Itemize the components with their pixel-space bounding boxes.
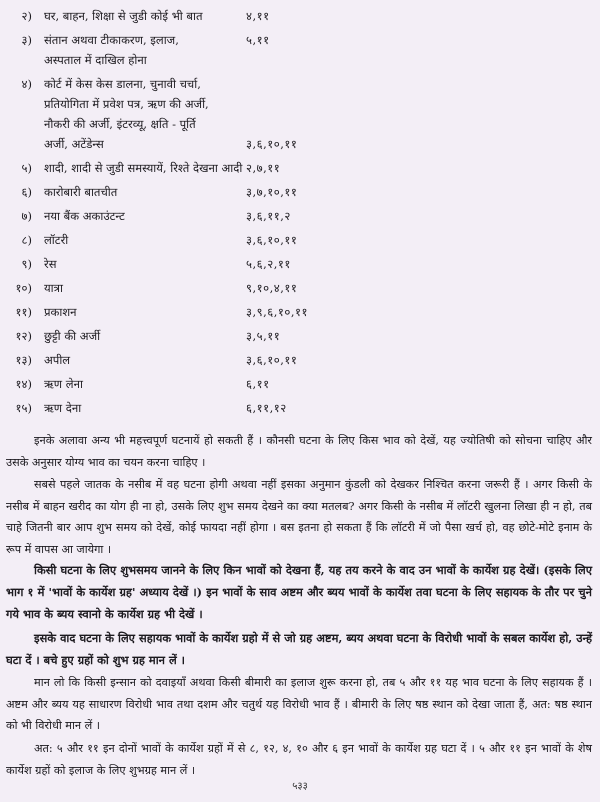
item-label-continued: प्रतियोगिता में प्रवेश पत्र, ऋण की अर्जी, [44, 97, 209, 111]
item-label-continued: अर्जी, अटेंडेन्स [44, 137, 104, 151]
paragraph-subtract-planets [6, 627, 592, 671]
item-houses: २,७,११ [246, 161, 281, 175]
item-houses: ५,११ [246, 33, 270, 47]
item-label: शादी, शादी से जुडी समस्यायें, रिश्ते देखना आदी [44, 161, 243, 175]
item-label: कारोबारी बातचीत [44, 185, 118, 199]
paragraph-text: मान लो कि किसी इन्सान को दवाइयाँ अथवा किसी बीमारी का इलाज शुरू करना हो, तब ५ और ११ यह भाव घटना के लिए सहायक हैं । अष्टम और ब्यय यह साधारण विरोधी भाव तथा दशम और चतुर्थ यह विरोधी भाव हैं । बीमारी के लिए षष्ठ स्थान को देखा जाता हैं, अत: षष्ठ स्थान को भी विरोधी मान लें । [6, 676, 592, 732]
item-number: ७) [21, 209, 32, 223]
item-number: ८) [21, 233, 32, 247]
list-item [0, 398, 600, 418]
item-number: १३) [15, 353, 32, 367]
list-item [0, 278, 600, 298]
item-houses: ३,९,६,१०,११ [246, 305, 308, 319]
list-item-continuation [0, 114, 600, 134]
list-item [0, 326, 600, 346]
list-item [0, 158, 600, 178]
item-label: कोर्ट में केस केस डालना, चुनावी चर्चा, [44, 77, 201, 91]
item-label-continued: अस्पताल में दाखिल होना [44, 53, 147, 67]
list-item [0, 6, 600, 26]
event-house-list [0, 6, 600, 418]
item-label: ऋण देना [44, 401, 82, 415]
list-item [0, 350, 600, 370]
item-number: १४) [15, 377, 32, 391]
paragraph-example-conclusion [6, 738, 592, 781]
item-houses: ३,६,११,२ [246, 209, 291, 223]
item-number: १०) [15, 281, 32, 295]
list-item [0, 302, 600, 322]
paragraph-text: अत: ५ और ११ इन दोनों भावों के कार्येश ग्रहों में से ८, १२, ४, १० और ६ इन भावों के कार्येश ग्रह घटा दें । ५ और ११ इन भावों के शेष कार्येश ग्रहों को इलाज के लिए शुभग्रह मान लें । [6, 742, 592, 777]
list-item [0, 74, 600, 94]
item-number: १२) [15, 329, 32, 343]
item-houses: ३,६,१०,११ [246, 137, 298, 151]
item-number: ४) [21, 77, 32, 91]
item-label: प्रकाशन [44, 305, 77, 319]
paragraph-text: किसी घटना के लिए शुभसमय जानने के लिए किन भावों को देखना हैं, यह तय करने के वाद उन भावों के कार्येश ग्रह देखें। (इसके लिए भाग १ में 'भावों के कार्येश ग्रह' अध्याय देखें ।) इन भावों के साव अष्टम और ब्यय भावों के कार्येश तवा घटना के लिए सहायक के तौर पर चुने गये भाव के ब्यय स्वानो के कार्येश ग्रह भी देखें । [6, 563, 592, 621]
list-item [0, 206, 600, 226]
item-label: ऋण लेना [44, 377, 83, 391]
item-houses: ३,७,१०,११ [246, 185, 298, 199]
paragraph-fate-check [6, 474, 592, 560]
paragraph-text: इसके वाद घटना के लिए सहायक भावों के कार्येश ग्रहो में से जो ग्रह अष्टम, ब्यय अथवा घटना के विरोधी भावों के सबल कार्येश हो, उन्हें घटा दें । बचे हुए ग्रहों को शुभ ग्रह मान लें । [6, 631, 592, 667]
item-houses: ९,१०,४,११ [246, 281, 298, 295]
item-label: छुट्टी की अर्जी [44, 329, 101, 343]
item-houses: ६,११,१२ [246, 401, 287, 415]
item-houses: ३,५,११ [246, 329, 281, 343]
item-houses: ३,६,१०,११ [246, 233, 298, 247]
item-houses: ६,११ [246, 377, 270, 391]
item-number: ११) [15, 305, 32, 319]
list-item-continuation [0, 50, 600, 70]
item-label: अपील [44, 353, 71, 367]
list-item [0, 182, 600, 202]
item-houses: ३,६,१०,११ [246, 353, 298, 367]
item-number: ३) [21, 33, 32, 47]
list-item-continuation [0, 134, 600, 154]
paragraph-text: इनके अलावा अन्य भी महत्त्वपूर्ण घटनायें हो सकती हैं । कौनसी घटना के लिए किस भाव को देखें, यह ज्योतिषी को सोचना चाहिए और उसके अनुसार योग्य भाव का चयन करना चाहिए । [6, 434, 592, 469]
item-number: ६) [21, 185, 32, 199]
item-label-continued: नौकरी की अर्जी, इंटरव्यू, क्षति - पूर्ति [44, 117, 196, 131]
item-label: यात्रा [44, 281, 63, 295]
item-number: ९) [21, 257, 32, 271]
item-label: रेस [44, 257, 57, 271]
item-number: २) [21, 9, 32, 23]
list-item [0, 30, 600, 50]
list-item-continuation [0, 94, 600, 114]
paragraph-text: सबसे पहले जातक के नसीब में वह घटना होगी अथवा नहीं इसका अनुमान कुंडली को देखकर निश्चित करना जरूरी हैं । अगर किसी के नसीब में बाहन खरीद का योग ही ना हो, उसके लिए शुभ समय देखने का क्या मतलब? अगर किसी के नसीब में लॉटरी खुलना लिखा ही न हो, तब चाहे जितनी बार आप शुभ समय को देखें, कोई फायदा नहीं होगा । बस इतना हो सकता हैं कि लॉटरी में जो पैसा खर्च हो, वह छोटे-मोटे इनाम के रूप में वापस आ जायेगा । [6, 478, 592, 556]
item-houses: ४,११ [246, 9, 270, 23]
list-item [0, 374, 600, 394]
item-label: घर, बाहन, शिक्षा से जुडी कोई भी बात [44, 9, 203, 23]
paragraph-other-events [6, 430, 592, 473]
item-houses: ५,६,२,११ [246, 257, 291, 271]
item-label: लॉटरी [44, 233, 69, 247]
paragraph-karyesh-planets [6, 559, 592, 625]
list-item [0, 230, 600, 250]
list-item [0, 254, 600, 274]
item-number: ५) [21, 161, 32, 175]
item-number: १५) [15, 401, 32, 415]
page-number: ५३३ [292, 781, 308, 792]
item-label: नया बैंक अकाउंटन्ट [44, 209, 125, 223]
item-label: संतान अथवा टीकाकरण, इलाज, [44, 33, 179, 47]
paragraph-example-treatment [6, 672, 592, 737]
